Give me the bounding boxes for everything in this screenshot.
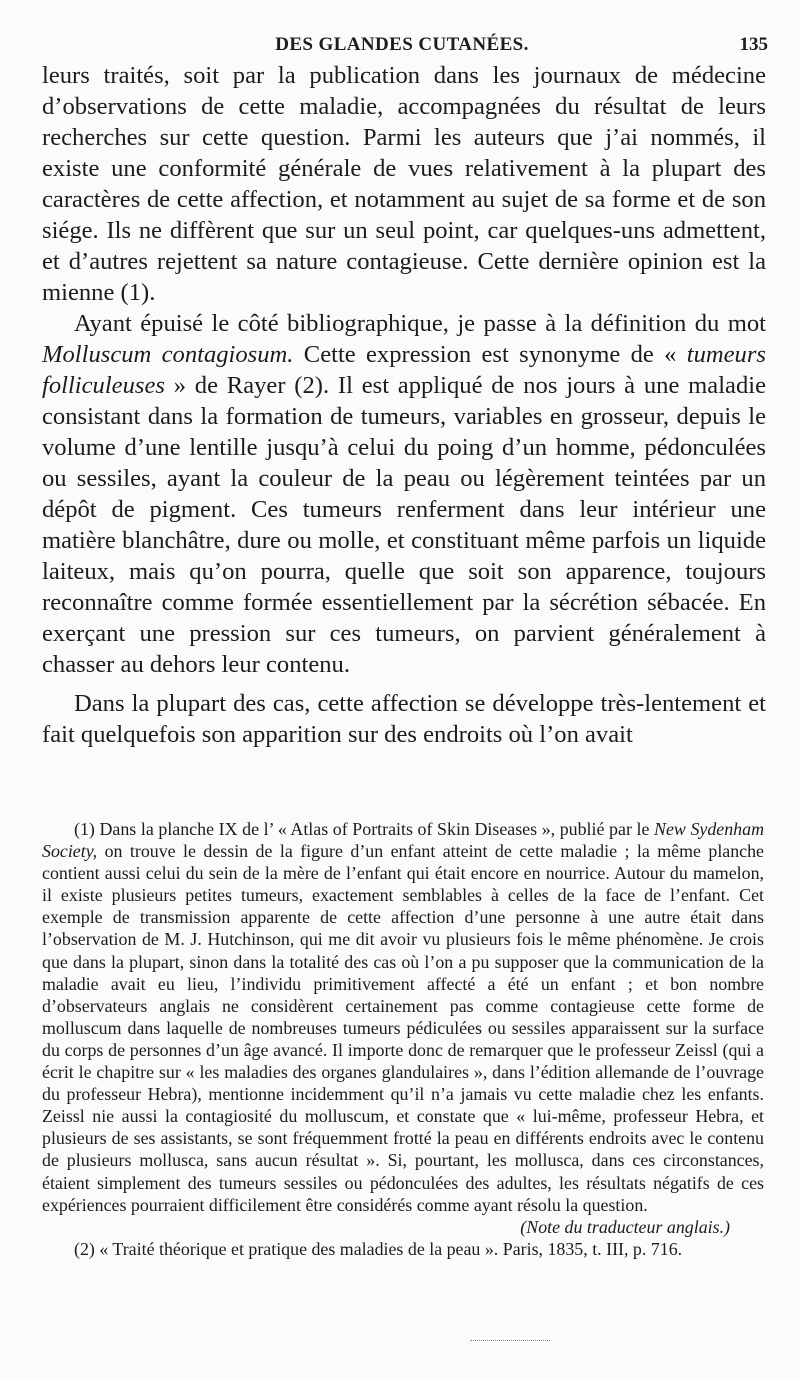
bottom-ornament: [470, 1340, 550, 1342]
running-head: [36, 30, 768, 58]
main-text: [42, 60, 766, 750]
page-number: 135: [739, 34, 768, 55]
paragraph-text: leurs traités, soit par la publication dans les journaux de médecine d’observations de cette maladie, accompagnées du résultat de leurs recherches sur cette question. Parmi les auteurs que j’ai nommés, il existe une conformité générale de vues relativement à la plupart des caractères de cette affection, et notamment au sujet de sa forme et de son siége. Ils ne diffèrent que sur un seul point, car quelques-uns admettent, et d’autres rejettent sa nature contagieuse. Cette dernière opinion est la mienne (1).: [42, 62, 766, 306]
footnote-society: New Sydenham Society,: [42, 819, 764, 862]
paragraph-continued: [42, 60, 766, 308]
paragraph-text: » de Rayer (2). Il est appliqué de nos jours à une maladie consistant dans la formation de tumeurs, variables en grosseur, depuis le volume d’une lentille jusqu’à celui du poing d’un homme, pédonculées ou sessiles, ayant la couleur de la peau ou légèrement teintées par un dépôt de pigment. Ces tumeurs renferment dans leur intérieur une matière blanchâtre, dure ou molle, et constituant même parfois un liquide laiteux, mais qu’on pourra, quelle que soit son apparence, toujours reconnaître comme formée essentiellement par la sécrétion sébacée. En exerçant une pression sur ces tumeurs, on parvient généralement à chasser au dehors leur contenu.: [42, 372, 766, 678]
footnote-text: (1) Dans la planche IX de l’ « Atlas of Portraits of Skin Diseases », publié par le: [74, 819, 655, 839]
paragraph-text: Dans la plupart des cas, cette affection se développe très-lentement et fait quelquefois son apparition sur des endroits où l’on avait: [42, 690, 766, 748]
footnote-2: (2) « Traité théorique et pratique des maladies de la peau ». Paris, 1835, t. III, p. 716.: [74, 1238, 683, 1259]
paragraph-text: Cette expression est synonyme de «: [293, 341, 687, 368]
footnote-1: [42, 818, 764, 1216]
running-title: DES GLANDES CUTANÉES.: [275, 34, 529, 55]
term-molluscum: Molluscum contagiosum.: [42, 341, 294, 368]
footnote-attribution: (Note du traducteur anglais.): [520, 1216, 730, 1237]
term-tumeurs: tumeurs folliculeuses: [42, 341, 766, 399]
paragraph-development: [42, 688, 766, 750]
paragraph-text: Ayant épuisé le côté bibliographique, je passe à la définition du mot: [74, 310, 766, 337]
footnote-text: on trouve le dessin de la figure d’un enfant atteint de cette maladie ; la même planche contient aussi celui du sein de la mère de l’enfant qui était encore en nourrice. Autour du mamelon, il existe plusieurs petites tumeurs, exactement semblables à celles de la face de l’enfant. Cet exemple de transmission apparente de cette affection d’une personne à une autre était dans l’observation de M. J. Hutchinson, qui me dit avoir vu plusieurs fois le même phénomène. Je crois que dans la plupart, sinon dans la totalité des cas où l’on a pu supposer que la communication de la maladie avait eu lieu, l’individu primitivement affecté a été un enfant ; et bon nombre d’observateurs anglais ne considèrent certainement pas comme contagieuse cette forme de molluscum dans laquelle de nombreuses tumeurs pédiculées ou sessiles apparaissent sur la surface du corps de personnes d’un âge avancé. Il importe donc de remarquer que le professeur Zeissl (qui a écrit le chapitre sur « les maladies des organes glandulaires », dans l’édition allemande de l’ouvrage du professeur Hebra), mentionne incidemment qu’il n’a jamais vu cette maladie chez les enfants. Zeissl nie aussi la contagiosité du molluscum, et constate que « lui-même, professeur Hebra, et plusieurs de ses assistants, se sont fréquemment frotté la peau en différents endroits avec le contenu de plusieurs mollusca, sans aucun résultat ». Si, pourtant, les mollusca, dans ces circonstances, étaient simplement des tumeurs sessiles ou pédonculées des adultes, les résultats négatifs de ces expériences pourraient difficilement être considérés comme ayant résolu la question.: [42, 841, 764, 1215]
footnotes: [42, 818, 764, 1260]
paragraph-definition: [42, 308, 766, 680]
